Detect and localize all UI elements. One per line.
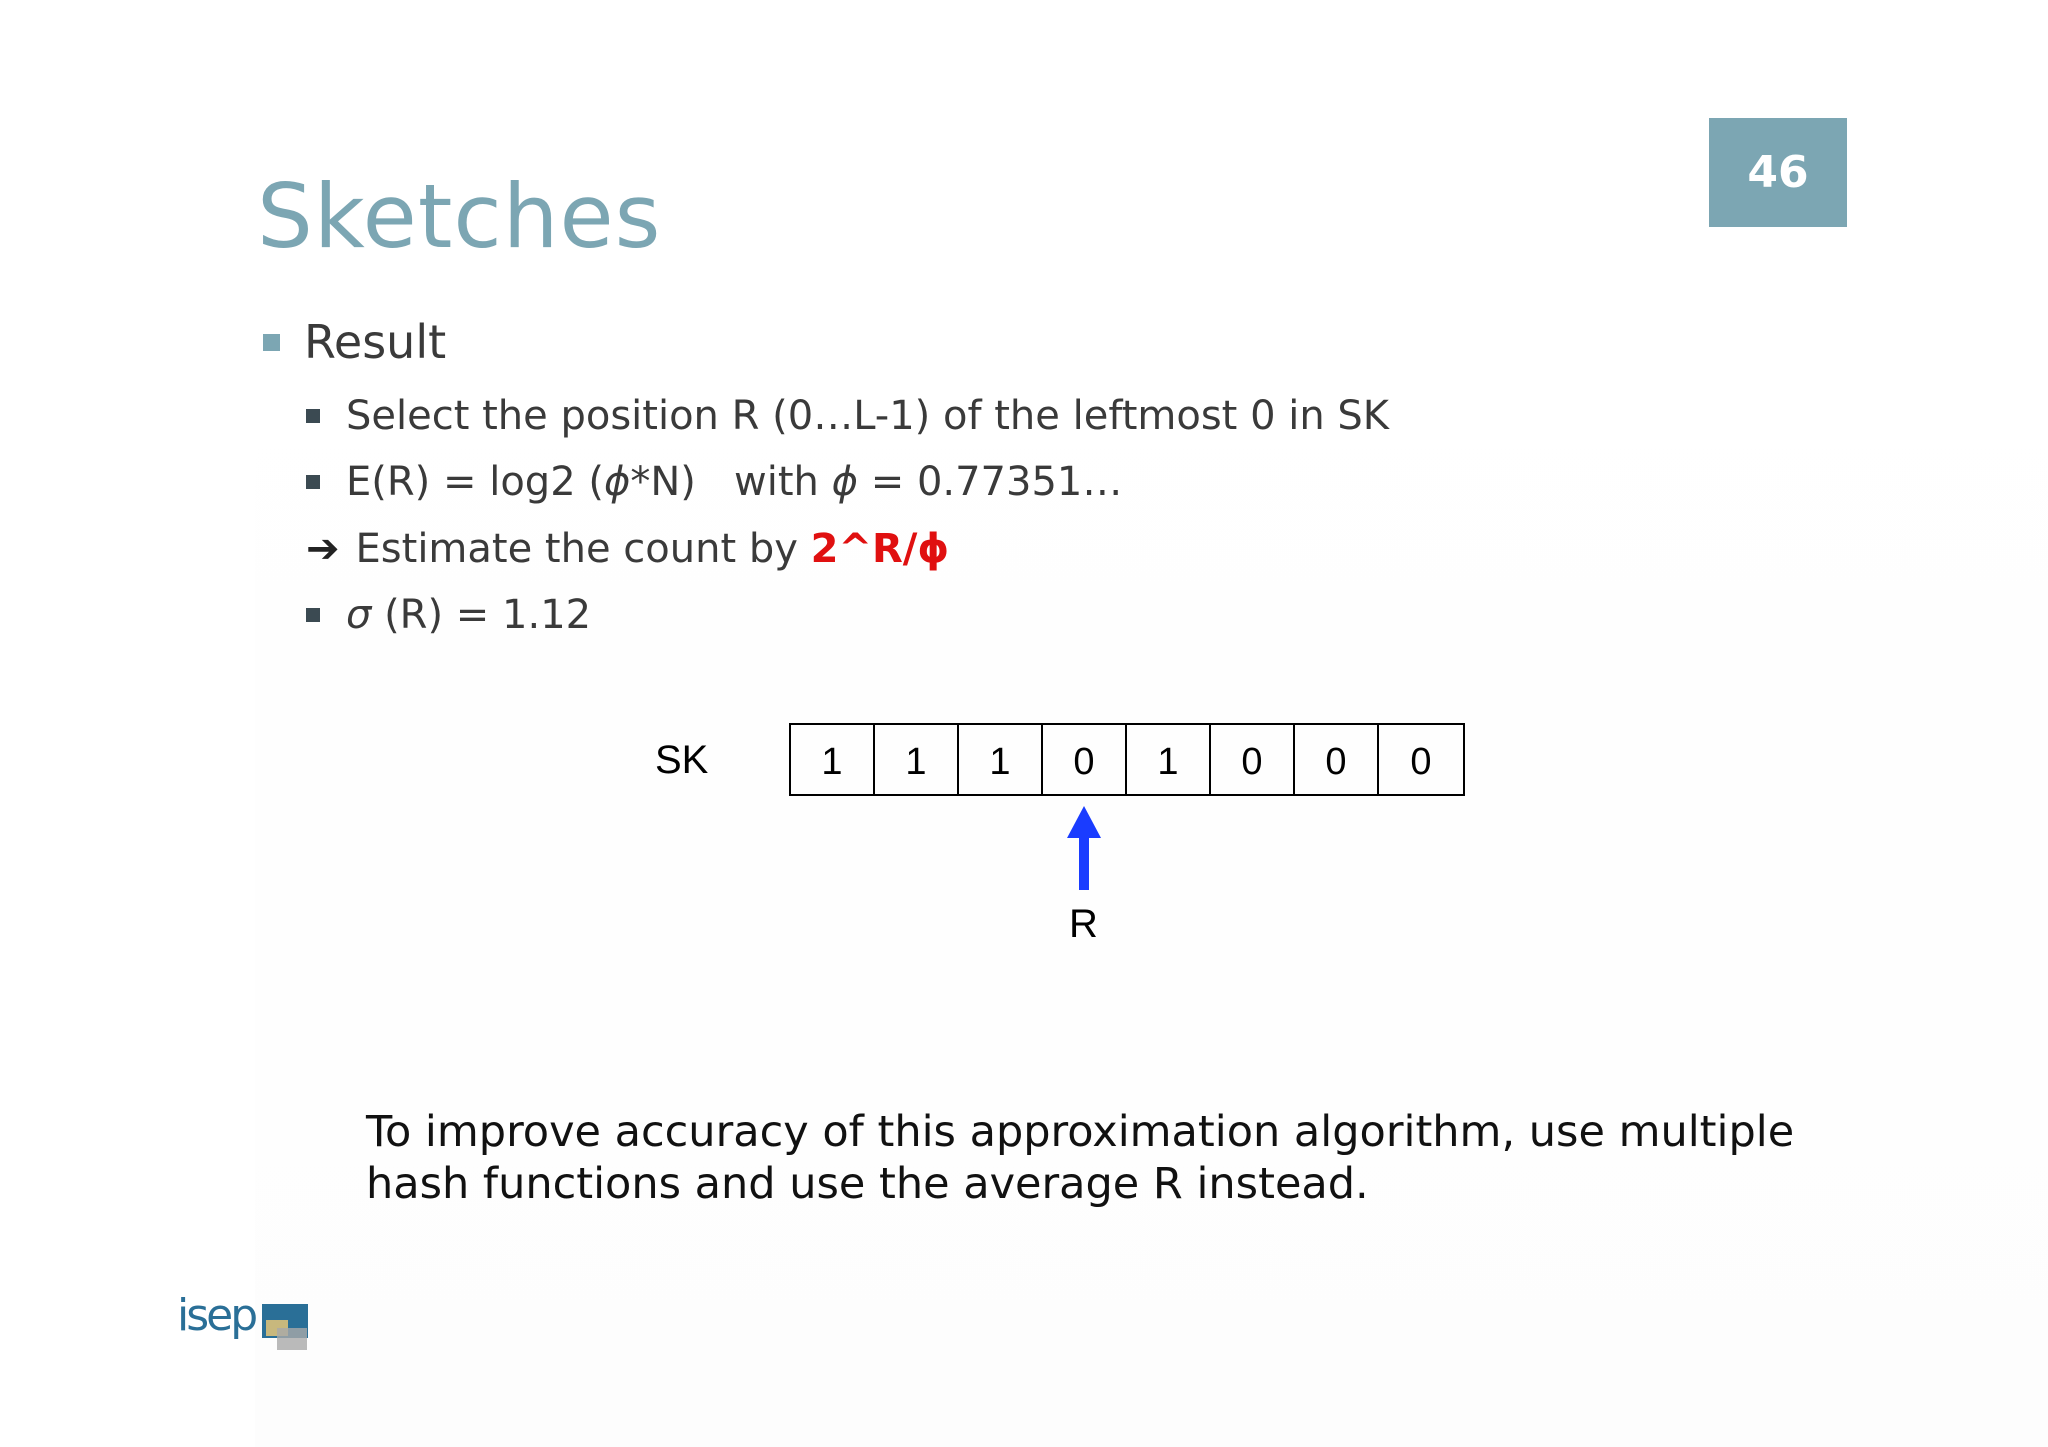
sk-bit-cell: 0 [1295,725,1379,794]
accuracy-note [366,1106,1846,1210]
sigma-symbol: σ [346,592,372,638]
sub-bullet-estimate [306,526,949,572]
sk-bit-cell: 1 [875,725,959,794]
sub-bullet-text: (R) = 1.12 [371,592,592,638]
slide-title: Sketches [257,165,662,268]
phi-symbol: ϕ [831,459,858,505]
square-bullet-icon [306,608,320,622]
note-line: hash functions and use the average R instead. [366,1159,1369,1209]
isep-logo [177,1292,312,1354]
sub-bullet-text-b: *N) with [630,459,832,505]
square-bullet-icon [306,409,320,423]
sub-bullet-expectation [306,459,1122,505]
square-bullet-icon [306,475,320,489]
phi-symbol: ϕ [603,459,631,505]
sub-bullet-text: Estimate the count by [355,526,811,572]
pointer-label-r: R [1069,902,1098,946]
svg-text:isep: isep [177,1292,256,1341]
note-line: To improve accuracy of this approximation algorithm, use multiple [366,1107,1795,1157]
sk-label: SK [655,738,709,782]
sub-bullet-text-a: E(R) = log2 ( [346,459,604,505]
up-arrow-icon [1066,806,1102,890]
sub-bullet-text-c: = 0.77351… [858,459,1123,505]
page-number-badge [1709,118,1847,227]
sk-bit-array [789,723,1465,796]
sk-bit-cell: 1 [959,725,1043,794]
page-number: 46 [1747,147,1809,198]
sk-bit-cell: 0 [1410,741,1432,783]
sk-bit-cell: 0 [1211,725,1295,794]
sk-bit-cell: 1 [1127,725,1211,794]
bullet-result [263,315,446,369]
bullet-result-label: Result [304,315,447,369]
square-bullet-icon [263,334,280,351]
estimate-formula: 2^R/ϕ [810,526,950,572]
right-arrow-icon: ➔ [306,526,340,572]
sub-bullet-sigma [306,592,591,638]
sub-bullet-select-position [306,393,1389,439]
sk-bit-cell: 1 [791,725,875,794]
sk-bit-cell: 0 [1043,725,1127,794]
sub-bullet-text: Select the position R (0…L-1) of the leftmost 0 in SK [346,393,1390,439]
